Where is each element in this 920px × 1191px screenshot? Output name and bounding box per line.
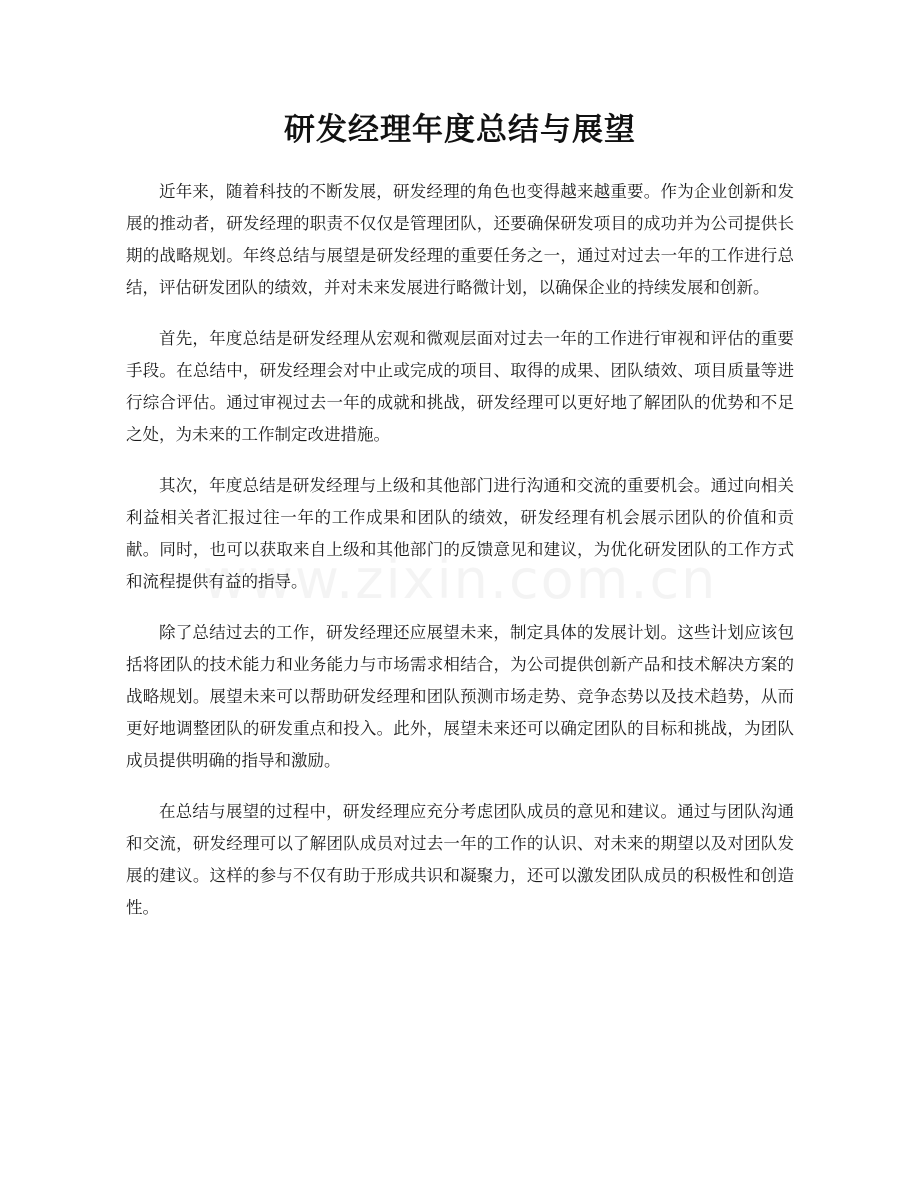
- paragraph-1: 近年来，随着科技的不断发展，研发经理的角色也变得越来越重要。作为企业创新和发展的推动者，研发经理的职责不仅仅是管理团队，还要确保研发项目的成功并为公司提供长期的战略规划。年终总结与展望是研发经理的重要任务之一，通过对过去一年的工作进行总结，评估研发团队的绩效，并对未来发展进行略微计划，以确保企业的持续发展和创新。: [126, 182, 794, 297]
- document-body: [126, 176, 794, 943]
- document-title: 研发经理年度总结与展望: [284, 112, 636, 148]
- paragraph-2: 首先，年度总结是研发经理从宏观和微观层面对过去一年的工作进行审视和评估的重要手段。在总结中，研发经理会对中止或完成的项目、取得的成果、团队绩效、项目质量等进行综合评估。通过审视过去一年的成就和挑战，研发经理可以更好地了解团队的优势和不足之处，为未来的工作制定改进措施。: [126, 329, 794, 444]
- paragraph-5: 在总结与展望的过程中，研发经理应充分考虑团队成员的意见和建议。通过与团队沟通和交流，研发经理可以了解团队成员对过去一年的工作的认识、对未来的期望以及对团队发展的建议。这样的参与不仅有助于形成共识和凝聚力，还可以激发团队成员的积极性和创造性。: [126, 802, 794, 917]
- paragraph-3: 其次，年度总结是研发经理与上级和其他部门进行沟通和交流的重要机会。通过向相关利益相关者汇报过往一年的工作成果和团队的绩效，研发经理有机会展示团队的价值和贡献。同时，也可以获取来自上级和其他部门的反馈意见和建议，为优化研发团队的工作方式和流程提供有益的指导。: [126, 476, 794, 591]
- paragraph-4: 除了总结过去的工作，研发经理还应展望未来，制定具体的发展计划。这些计划应该包括将团队的技术能力和业务能力与市场需求相结合，为公司提供创新产品和技术解决方案的战略规划。展望未来可以帮助研发经理和团队预测市场走势、竞争态势以及技术趋势，从而更好地调整团队的研发重点和投入。此外，展望未来还可以确定团队的目标和挑战，为团队成员提供明确的指导和激励。: [126, 623, 794, 770]
